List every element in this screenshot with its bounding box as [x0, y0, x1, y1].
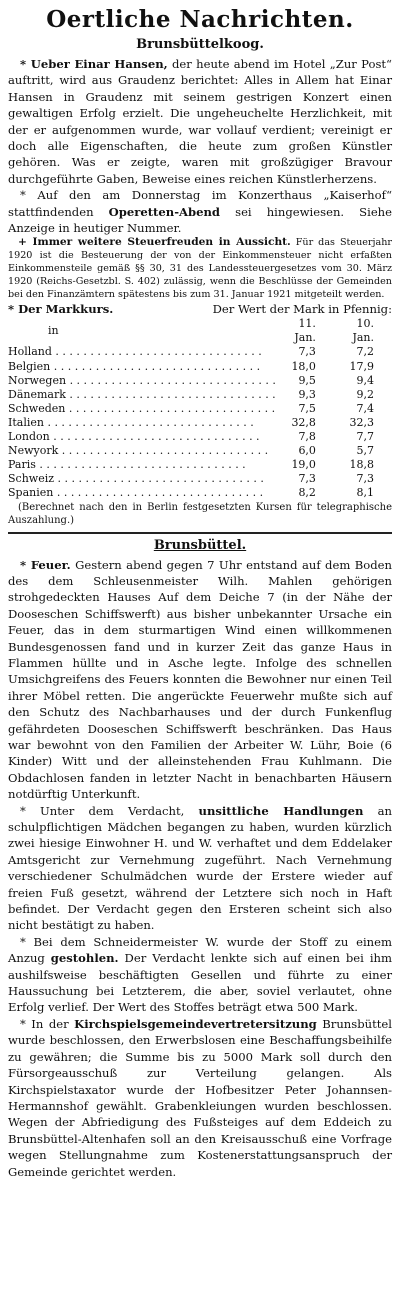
value-jan-10: 7,4	[356, 401, 374, 415]
newspaper-column	[8, 0, 392, 1180]
article-operetten-abend	[8, 187, 392, 236]
value-jan-11: 6,0	[298, 444, 316, 458]
table-row	[8, 416, 392, 430]
table-header-row	[8, 317, 392, 345]
value-jan-10: 7,3	[356, 472, 374, 486]
section-divider	[8, 532, 392, 534]
section-heading-brunsbuettel: Brunsbüttel.	[153, 537, 247, 553]
article-lead: + Immer weitere Steuerfreuden in Aussicht.	[18, 236, 291, 249]
country-cell: Schweden . . . . . . . . . . . . . . . . . . . . . . . . . . . . . .	[8, 401, 276, 415]
value-jan-11: 19,0	[291, 458, 316, 472]
country-cell: Spanien . . . . . . . . . . . . . . . . . . . . . . . . . . . . . .	[8, 486, 264, 500]
table-row	[8, 374, 392, 388]
country-cell: Schweiz . . . . . . . . . . . . . . . . . . . . . . . . . . . . . .	[8, 472, 264, 486]
article-steuerfreuden	[8, 236, 392, 301]
markkurs-table	[8, 317, 392, 500]
value-jan-10: 9,2	[356, 387, 374, 401]
article-kirchspiel	[8, 1016, 392, 1180]
article-lead: * Feuer.	[20, 557, 71, 572]
markkurs-description: Der Wert der Mark in Pfennig:	[212, 302, 392, 317]
country-cell: Holland . . . . . . . . . . . . . . . . . . . . . . . . . . . . . .	[8, 345, 262, 359]
table-row	[8, 486, 392, 500]
table-row	[8, 444, 392, 458]
value-jan-10: 9,4	[356, 373, 374, 387]
table-row	[8, 458, 392, 472]
country-cell: Newyork . . . . . . . . . . . . . . . . . . . . . . . . . . . . . .	[8, 444, 269, 458]
article-body: * In der	[20, 1016, 75, 1031]
value-jan-11: 7,5	[298, 401, 316, 415]
markkurs-header	[8, 301, 392, 317]
table-row	[8, 360, 392, 374]
value-jan-10: 5,7	[356, 444, 374, 458]
article-body: * Bei dem Schneidermeister W. wurde der Stoff zu einem Anzug	[8, 934, 392, 966]
article-lead: gestohlen.	[50, 951, 119, 966]
article-body: Brunsbüttel wurde beschlossen, den Erwerbslosen eine Beschaffungsbeihilfe zu gewähren; die Summe bis zu 5000 Mark soll durch den Fürsorgeausschuß zur Verteilung gelangen. Als Kirchspielstaxator wurde der Hofbesitzer Peter Johannsen-Hermannshof gewählt. Grabenkleiungen wurden beschlossen. Wegen der Abfriedigung des Fußsteiges auf dem Eddeich zu Brunsbüttel-Altenhafen soll an den Kreisausschuß eine Vorfrage wegen Stellungnahme zum Kostenerstattungsanspruch der Gemeinde gerichtet werden.	[8, 1016, 392, 1179]
value-jan-10: 17,9	[349, 359, 374, 373]
value-jan-11: 7,3	[298, 345, 316, 359]
value-jan-11: 7,8	[298, 430, 316, 444]
country-cell: Dänemark . . . . . . . . . . . . . . . . . . . . . . . . . . . . . .	[8, 387, 276, 401]
value-jan-10: 7,2	[356, 345, 374, 359]
value-jan-11: 7,3	[298, 472, 316, 486]
country-cell: Belgien . . . . . . . . . . . . . . . . . . . . . . . . . . . . . .	[8, 359, 261, 373]
article-body: Der Verdacht lenkte sich auf einen bei ihm aushilfsweise beschäftigten Gesellen und führte zu einer Haussuchung bei Letzterem, die aber, soviel verlautet, ohne Erfolg verlief. Der Wert des Stoffes beträgt etwa 500 Mark.	[8, 951, 392, 1015]
markkurs-rows	[8, 345, 392, 500]
page-title: Oertliche Nachrichten.	[46, 6, 354, 33]
article-body: * Auf den am Donnerstag im Konzerthaus „Kaiserhof“ stattfindenden	[8, 188, 392, 219]
article-einar-hansen	[8, 56, 392, 187]
column-header-jan-11: 11. Jan.	[294, 317, 316, 345]
article-body: Gestern abend gegen 7 Uhr entstand auf dem Boden des dem Schleusenmeister Wilh. Mahlen gehörigen strohgedeckten Hauses Auf dem Deiche 7 (in der Nähe der Dooseschen Schiffswerft) aus bisher unbekannter Ursache ein Feuer, das in dem sturmartigen Wind einen willkommenen Bundesgenossen fand und in kurzer Zeit das ganze Haus in Flammen hüllte und in Asche legte. Infolge des schnellen Umsichgreifens des Feuers konnten die Bewohner nur einen Teil ihrer Möbel retten. Die angerückte Feuerwehr mußte sich auf den Schutz des Nachbarhauses und der durch Funkenflug gefährdeten Dooseschen Schiffswerft beschränken. Das Haus war bewohnt von den Familien der Arbeiter W. Lühr, Boie (6 Kinder) Witt und der alleinstehenden Frau Kuhlmann. Die Obdachlosen fanden in letzter Nacht in benachbarten Häusern notdürftig Unterkunft.	[8, 557, 392, 802]
table-row	[8, 472, 392, 486]
article-lead: Kirchspielsgemeindevertretersitzung	[74, 1016, 317, 1031]
markkurs-label: * Der Markkurs.	[8, 302, 114, 317]
article-body: Für das Steuerjahr 1920 ist die Besteuerung der von der Einkommensteuer nicht erfaßten Einkommensteile gemäß §§ 30, 31 des Landessteuergesetzes vom 30. März 1920 (Reichs-Gesetzbl. S. 402) zulässig, wenn die Beschlüsse der Gemeinden bei den Finanzämtern spätestens bis zum 31. Januar 1921 mitgeteilt werden.	[8, 237, 392, 301]
value-jan-11: 9,3	[298, 387, 316, 401]
column-header-country: in	[48, 324, 59, 338]
country-cell: London . . . . . . . . . . . . . . . . . . . . . . . . . . . . . .	[8, 430, 260, 444]
table-row	[8, 430, 392, 444]
country-cell: Italien . . . . . . . . . . . . . . . . . . . . . . . . . . . . . .	[8, 415, 254, 429]
article-diebstahl	[8, 934, 392, 1016]
value-jan-10: 32,3	[349, 415, 374, 429]
country-cell: Paris . . . . . . . . . . . . . . . . . . . . . . . . . . . . . .	[8, 458, 246, 472]
article-body: der heute abend im Hotel „Zur Post“ auftritt, wird aus Graudenz berichtet: Alles in Allem hat Einar Hansen in Graudenz mit seinem gestrigen Konzert einen gewaltigen Erfolg erzielt. Die ungeheuchelte Herzlichkeit, mit der er aufgenommen wurde, war vollauf verdient; vereinigt er doch alle Eigenschaften, die heute zum großen Künstler gehören. Was er zeigte, waren mit großzügiger Bravour durchgeführte Gaben, Beweise eines reichen Künstlerherzens.	[8, 57, 392, 186]
article-lead: Operetten-Abend	[108, 204, 221, 219]
article-body: sei hingewiesen. Siehe Anzeige in heutiger Nummer.	[8, 204, 393, 236]
table-row	[8, 345, 392, 359]
value-jan-11: 9,5	[298, 373, 316, 387]
markkurs-note: (Berechnet nach den in Berlin festgesetzten Kursen für telegraphische Auszahlung.)	[8, 501, 392, 526]
table-row	[8, 388, 392, 402]
value-jan-10: 18,8	[349, 458, 374, 472]
article-lead: unsittliche Handlungen	[198, 803, 364, 818]
article-lead: * Ueber Einar Hansen,	[20, 57, 168, 71]
value-jan-10: 7,7	[356, 430, 374, 444]
article-body: * Unter dem Verdacht,	[20, 803, 199, 818]
country-cell: Norwegen . . . . . . . . . . . . . . . . . . . . . . . . . . . . . .	[8, 373, 276, 387]
value-jan-11: 32,8	[291, 415, 316, 429]
column-header-jan-10: 10. Jan.	[352, 317, 374, 345]
value-jan-11: 18,0	[291, 359, 316, 373]
article-body: an schulpflichtigen Mädchen begangen zu haben, wurden kürzlich zwei hiesige Einwohner H. und W. verhaftet und dem Eddelaker Amtsgericht zur Vernehmung zugeführt. Nach Vernehmung verschiedener Schulmädchen wurde der Erstere wieder auf freien Fuß gesetzt, während der Letztere sich noch in Haft befindet. Der Verdacht gegen den Ersteren scheint sich also nicht bestätigt zu haben.	[8, 803, 392, 933]
section-heading-brunsbuettelkoog: Brunsbüttelkoog.	[136, 37, 264, 52]
value-jan-10: 8,1	[356, 486, 374, 500]
article-verdacht	[8, 803, 392, 934]
table-row	[8, 402, 392, 416]
article-feuer	[8, 557, 392, 803]
value-jan-11: 8,2	[298, 486, 316, 500]
